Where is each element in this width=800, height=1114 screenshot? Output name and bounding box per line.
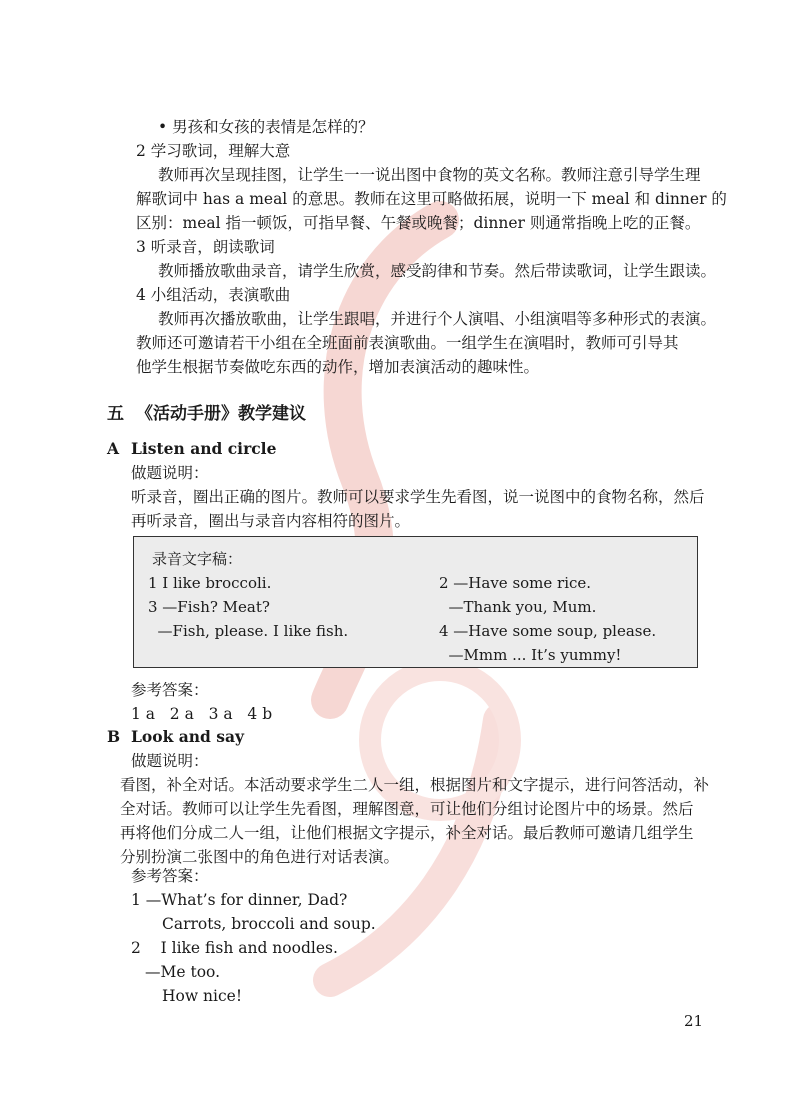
part-b-answer-4: —Me too. (145, 963, 221, 981)
section-title: 《活动手册》教学建议 (136, 404, 306, 424)
part-a-answers: 1 a 2 a 3 a 4 b (131, 705, 273, 723)
transcript-right-3: 4 —Have some soup, please. (439, 622, 657, 640)
step-2-text-1: 教师再次呈现挂图，让学生一一说出图中食物的英文名称。教师注意引导学生理 (158, 166, 701, 184)
part-b-desc-1: 看图，补全对话。本活动要求学生二人一组，根据图片和文字提示，进行问答活动，补 (120, 776, 710, 794)
transcript-left-1: 1 I like broccoli. (148, 574, 272, 592)
step-2-heading: 2 学习歌词，理解大意 (136, 142, 291, 160)
part-a-desc-label: 做题说明： (131, 464, 209, 482)
transcript-label: 录音文字稿： (152, 550, 243, 568)
step-2-text-3: 区别：meal 指一顿饭，可指早餐、午餐或晚餐；dinner 则通常指晚上吃的正餐。 (136, 214, 701, 232)
part-a-desc-1: 听录音，圈出正确的图片。教师可以要求学生先看图，说一说图中的食物名称，然后 (131, 488, 705, 506)
part-a-title: Listen and circle (131, 439, 277, 458)
step-4-text-1: 教师再次播放歌曲，让学生跟唱，并进行个人演唱、小组演唱等多种形式的表演。 (158, 310, 717, 328)
transcript-right-4: —Mmm ... It’s yummy! (439, 646, 622, 664)
part-a-letter: A (107, 439, 120, 458)
part-b-letter: B (107, 727, 121, 746)
bullet-question: • 男孩和女孩的表情是怎样的？ (158, 118, 374, 136)
part-a-answer-label: 参考答案： (131, 681, 209, 699)
page-number: 21 (684, 1012, 704, 1030)
part-b-answer-1: 1 —What’s for dinner, Dad? (131, 891, 348, 909)
step-3-text: 教师播放歌曲录音，请学生欣赏，感受韵律和节奏。然后带读歌词，让学生跟读。 (158, 262, 717, 280)
part-b-answer-3: 2 I like fish and noodles. (131, 939, 338, 957)
transcript-right-1: 2 —Have some rice. (439, 574, 592, 592)
step-3-heading: 3 听录音，朗读歌词 (136, 238, 275, 256)
transcript-left-3: —Fish, please. I like fish. (148, 622, 349, 640)
step-4-heading: 4 小组活动，表演歌曲 (136, 286, 291, 304)
transcript-left-2: 3 —Fish? Meat? (148, 598, 270, 616)
step-4-text-3: 他学生根据节奏做吃东西的动作，增加表演活动的趣味性。 (136, 358, 540, 376)
transcript-right-2: —Thank you, Mum. (439, 598, 597, 616)
transcript-box (133, 536, 698, 668)
part-b-desc-2: 全对话。教师可以让学生先看图，理解图意，可让他们分组讨论图片中的场景。然后 (120, 800, 694, 818)
part-b-answer-5: How nice! (162, 987, 243, 1005)
part-b-answer-2: Carrots, broccoli and soup. (162, 915, 376, 933)
part-b-desc-4: 分别扮演二张图中的角色进行对话表演。 (120, 848, 400, 866)
step-4-text-2: 教师还可邀请若干小组在全班面前表演歌曲。一组学生在演唱时，教师可引导其 (136, 334, 679, 352)
part-b-desc-3: 再将他们分成二人一组，让他们根据文字提示，补全对话。最后教师可邀请几组学生 (120, 824, 694, 842)
section-number: 五 (107, 404, 124, 424)
part-b-title: Look and say (131, 727, 245, 746)
part-b-desc-label: 做题说明： (131, 752, 209, 770)
step-2-text-2: 解歌词中 has a meal 的意思。教师在这里可略做拓展，说明一下 meal 和 dinner 的 (136, 190, 727, 208)
part-a-desc-2: 再听录音，圈出与录音内容相符的图片。 (131, 512, 411, 530)
part-b-answer-label: 参考答案： (131, 867, 209, 885)
